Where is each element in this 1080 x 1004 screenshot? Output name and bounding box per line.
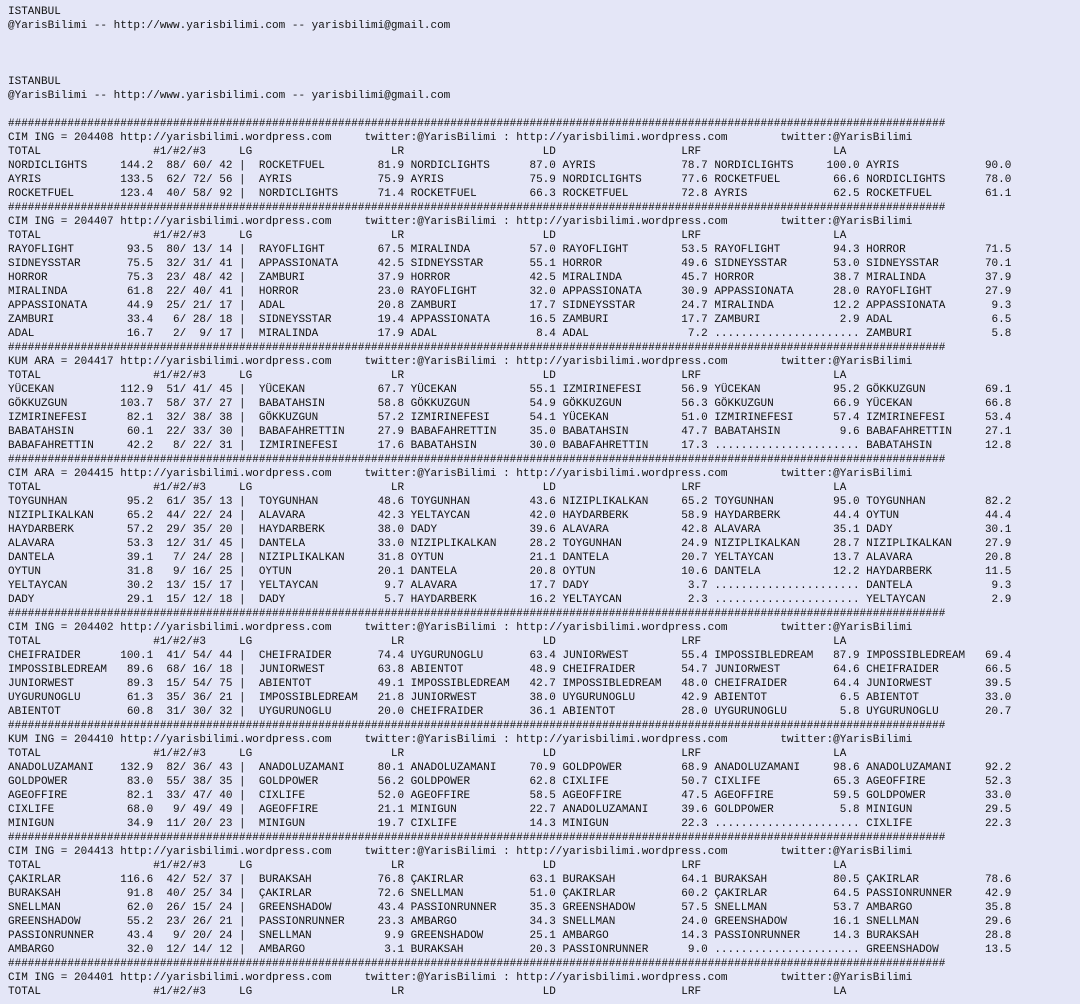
race-report-text: ISTANBUL @YarisBilimi -- http://www.yarisbilimi.com -- yarisbilimi@gmail.com ISTANBUL @YarisBilimi -- http://www.yarisbilimi.com -- yarisbilimi@gmail.com ############################################################################################################################################## CIM ING = 204408 http://yarisbilimi.wordpress.com twitter:@YarisBilimi : http://yarisbilimi.wordpress.com twitter:@YarisBilimi TOTAL #1/#2/#3 LG LR LD LRF LA NORDICLIGHTS 144.2 88/ 60/ 42 | ROCKETFUEL 81.9 NORDICLIGHTS 87.0 AYRIS 78.7 NORDICLIGHTS 100.0 AYRIS 90.0 AYRIS 133.5 62/ 72/ 56 | AYRIS 75.9 AYRIS 75.9 NORDICLIGHTS 77.6 ROCKETFUEL 66.6 NORDICLIGHTS 78.0 ROCKETFUEL 123.4 40/ 58/ 92 | NORDICLIGHTS 71.4 ROCKETFUEL 66.3 ROCKETFUEL 72.8 AYRIS 62.5 ROCKETFUEL 61.1 ############################################################################################################################################## CIM ING = 204407 http://yarisbilimi.wordpress.com twitter:@YarisBilimi : http://yarisbilimi.wordpress.com twitter:@YarisBilimi TOTAL #1/#2/#3 LG LR LD LRF LA RAYOFLIGHT 93.5 80/ 13/ 14 | RAYOFLIGHT 67.5 MIRALINDA 57.0 RAYOFLIGHT 53.5 RAYOFLIGHT 94.3 HORROR 71.5 SIDNEYSSTAR 75.5 32/ 31/ 41 | APPASSIONATA 42.5 SIDNEYSSTAR 55.1 HORROR 49.6 SIDNEYSSTAR 53.0 SIDNEYSSTAR 70.1 HORROR 75.3 23/ 48/ 42 | ZAMBURI 37.9 HORROR 42.5 MIRALINDA 45.7 HORROR 38.7 MIRALINDA 37.9 MIRALINDA 61.8 22/ 40/ 41 | HORROR 23.0 RAYOFLIGHT 32.0 APPASSIONATA 30.9 APPASSIONATA 28.0 RAYOFLIGHT 27.9 APPASSIONATA 44.9 25/ 21/ 17 | ADAL 20.8 ZAMBURI 17.7 SIDNEYSSTAR 24.7 MIRALINDA 12.2 APPASSIONATA 9.3 ZAMBURI 33.4 6/ 28/ 18 | SIDNEYSSTAR 19.4 APPASSIONATA 16.5 ZAMBURI 17.7 ZAMBURI 2.9 ADAL 6.5 ADAL 16.7 2/ 9/ 17 | MIRALINDA 17.9 ADAL 8.4 ADAL 7.2 ...................... ZAMBURI 5.8 ############################################################################################################################################## KUM ARA = 204417 http://yarisbilimi.wordpress.com twitter:@YarisBilimi : http://yarisbilimi.wordpress.com twitter:@YarisBilimi TOTAL #1/#2/#3 LG LR LD LRF LA YÜCEKAN 112.9 51/ 41/ 45 | YÜCEKAN 67.7 YÜCEKAN 55.1 IZMIRINEFESI 56.9 YÜCEKAN 95.2 GÖKKUZGUN 69.1 GÖKKUZGUN 103.7 58/ 37/ 27 | BABATAHSIN 58.8 GÖKKUZGUN 54.9 GÖKKUZGUN 56.3 GÖKKUZGUN 66.9 YÜCEKAN 66.8 IZMIRINEFESI 82.1 32/ 38/ 38 | GÖKKUZGUN 57.2 IZMIRINEFESI 54.1 YÜCEKAN 51.0 IZMIRINEFESI 57.4 IZMIRINEFESI 53.4 BABATAHSIN 60.1 22/ 33/ 30 | BABAFAHRETTIN 27.9 BABAFAHRETTIN 35.0 BABATAHSIN 47.7 BABATAHSIN 9.6 BABAFAHRETTIN 27.1 BABAFAHRETTIN 42.2 8/ 22/ 31 | IZMIRINEFESI 17.6 BABATAHSIN 30.0 BABAFAHRETTIN 17.3 ...................... BABATAHSIN 12.8 ############################################################################################################################################## CIM ARA = 204415 http://yarisbilimi.wordpress.com twitter:@YarisBilimi : http://yarisbilimi.wordpress.com twitter:@YarisBilimi TOTAL #1/#2/#3 LG LR LD LRF LA TOYGUNHAN 95.2 61/ 35/ 13 | TOYGUNHAN 48.6 TOYGUNHAN 43.6 NIZIPLIKALKAN 65.2 TOYGUNHAN 95.0 TOYGUNHAN 82.2 NIZIPLIKALKAN 65.2 44/ 22/ 24 | ALAVARA 42.3 YELTAYCAN 42.0 HAYDARBERK 58.9 HAYDARBERK 44.4 OYTUN 44.4 HAYDARBERK 57.2 29/ 35/ 20 | HAYDARBERK 38.0 DADY 39.6 ALAVARA 42.8 ALAVARA 35.1 DADY 30.1 ALAVARA 53.3 12/ 31/ 45 | DANTELA 33.0 NIZIPLIKALKAN 28.2 TOYGUNHAN 24.9 NIZIPLIKALKAN 28.7 NIZIPLIKALKAN 27.9 DANTELA 39.1 7/ 24/ 28 | NIZIPLIKALKAN 31.8 OYTUN 21.1 DANTELA 20.7 YELTAYCAN 13.7 ALAVARA 20.8 OYTUN 31.8 9/ 16/ 25 | OYTUN 20.1 DANTELA 20.8 OYTUN 10.6 DANTELA 12.2 HAYDARBERK 11.5 YELTAYCAN 30.2 13/ 15/ 17 | YELTAYCAN 9.7 ALAVARA 17.7 DADY 3.7 ...................... DANTELA 9.3 DADY 29.1 15/ 12/ 18 | DADY 5.7 HAYDARBERK 16.2 YELTAYCAN 2.3 ...................... YELTAYCAN 2.9 ############################################################################################################################################## CIM ING = 204402 http://yarisbilimi.wordpress.com twitter:@YarisBilimi : http://yarisbilimi.wordpress.com twitter:@YarisBilimi TOTAL #1/#2/#3 LG LR LD LRF LA CHEIFRAIDER 100.1 41/ 54/ 44 | CHEIFRAIDER 74.4 UYGURUNOGLU 63.4 JUNIORWEST 55.4 IMPOSSIBLEDREAM 87.9 IMPOSSIBLEDREAM 69.4 IMPOSSIBLEDREAM 89.6 68/ 16/ 18 | JUNIORWEST 63.8 ABIENTOT 48.9 CHEIFRAIDER 54.7 JUNIORWEST 64.6 CHEIFRAIDER 66.5 JUNIORWEST 89.3 15/ 54/ 75 | ABIENTOT 49.1 IMPOSSIBLEDREAM 42.7 IMPOSSIBLEDREAM 48.0 CHEIFRAIDER 64.4 JUNIORWEST 39.5 UYGURUNOGLU 61.3 35/ 36/ 21 | IMPOSSIBLEDREAM 21.8 JUNIORWEST 38.0 UYGURUNOGLU 42.9 ABIENTOT 6.5 ABIENTOT 33.0 ABIENTOT 60.8 31/ 30/ 32 | UYGURUNOGLU 20.0 CHEIFRAIDER 36.1 ABIENTOT 28.0 UYGURUNOGLU 5.8 UYGURUNOGLU 20.7 ############################################################################################################################################## KUM ING = 204410 http://yarisbilimi.wordpress.com twitter:@YarisBilimi : http://yarisbilimi.wordpress.com twitter:@YarisBilimi TOTAL #1/#2/#3 LG LR LD LRF LA ANADOLUZAMANI 132.9 82/ 36/ 43 | ANADOLUZAMANI 80.1 ANADOLUZAMANI 70.9 GOLDPOWER 68.9 ANADOLUZAMANI 98.6 ANADOLUZAMANI 92.2 GOLDPOWER 83.0 55/ 38/ 35 | GOLDPOWER 56.2 GOLDPOWER 62.8 CIXLIFE 50.7 CIXLIFE 65.3 AGEOFFIRE 52.3 AGEOFFIRE 82.1 33/ 47/ 40 | CIXLIFE 52.0 AGEOFFIRE 58.5 AGEOFFIRE 47.5 AGEOFFIRE 59.5 GOLDPOWER 33.0 CIXLIFE 68.0 9/ 49/ 49 | AGEOFFIRE 21.1 MINIGUN 22.7 ANADOLUZAMANI 39.6 GOLDPOWER 5.8 MINIGUN 29.5 MINIGUN 34.9 11/ 20/ 23 | MINIGUN 19.7 CIXLIFE 14.3 MINIGUN 22.3 ...................... CIXLIFE 22.3 ############################################################################################################################################## CIM ING = 204413 http://yarisbilimi.wordpress.com twitter:@YarisBilimi : http://yarisbilimi.wordpress.com twitter:@YarisBilimi TOTAL #1/#2/#3 LG LR LD LRF LA ÇAKIRLAR 116.6 42/ 52/ 37 | BURAKSAH 76.8 ÇAKIRLAR 63.1 BURAKSAH 64.1 BURAKSAH 80.5 ÇAKIRLAR 78.6 BURAKSAH 91.8 40/ 25/ 34 | ÇAKIRLAR 72.6 SNELLMAN 51.0 ÇAKIRLAR 60.2 ÇAKIRLAR 64.5 PASSIONRUNNER 42.9 SNELLMAN 62.0 26/ 15/ 24 | GREENSHADOW 43.4 PASSIONRUNNER 35.3 GREENSHADOW 57.5 SNELLMAN 53.7 AMBARGO 35.8 GREENSHADOW 55.2 23/ 26/ 21 | PASSIONRUNNER 23.3 AMBARGO 34.3 SNELLMAN 24.0 GREENSHADOW 16.1 SNELLMAN 29.6 PASSIONRUNNER 43.4 9/ 20/ 24 | SNELLMAN 9.9 GREENSHADOW 25.1 AMBARGO 14.3 PASSIONRUNNER 14.3 BURAKSAH 28.8 AMBARGO 32.0 12/ 14/ 12 | AMBARGO 3.1 BURAKSAH 20.3 PASSIONRUNNER 9.0 ...................... GREENSHADOW 13.5 ############################################################################################################################################## CIM ING = 204401 http://yarisbilimi.wordpress.com twitter:@YarisBilimi : http://yarisbilimi.wordpress.com twitter:@YarisBilimi TOTAL #1/#2/#3 LG LR LD LRF LA <box>8 6 1012 998</box>
